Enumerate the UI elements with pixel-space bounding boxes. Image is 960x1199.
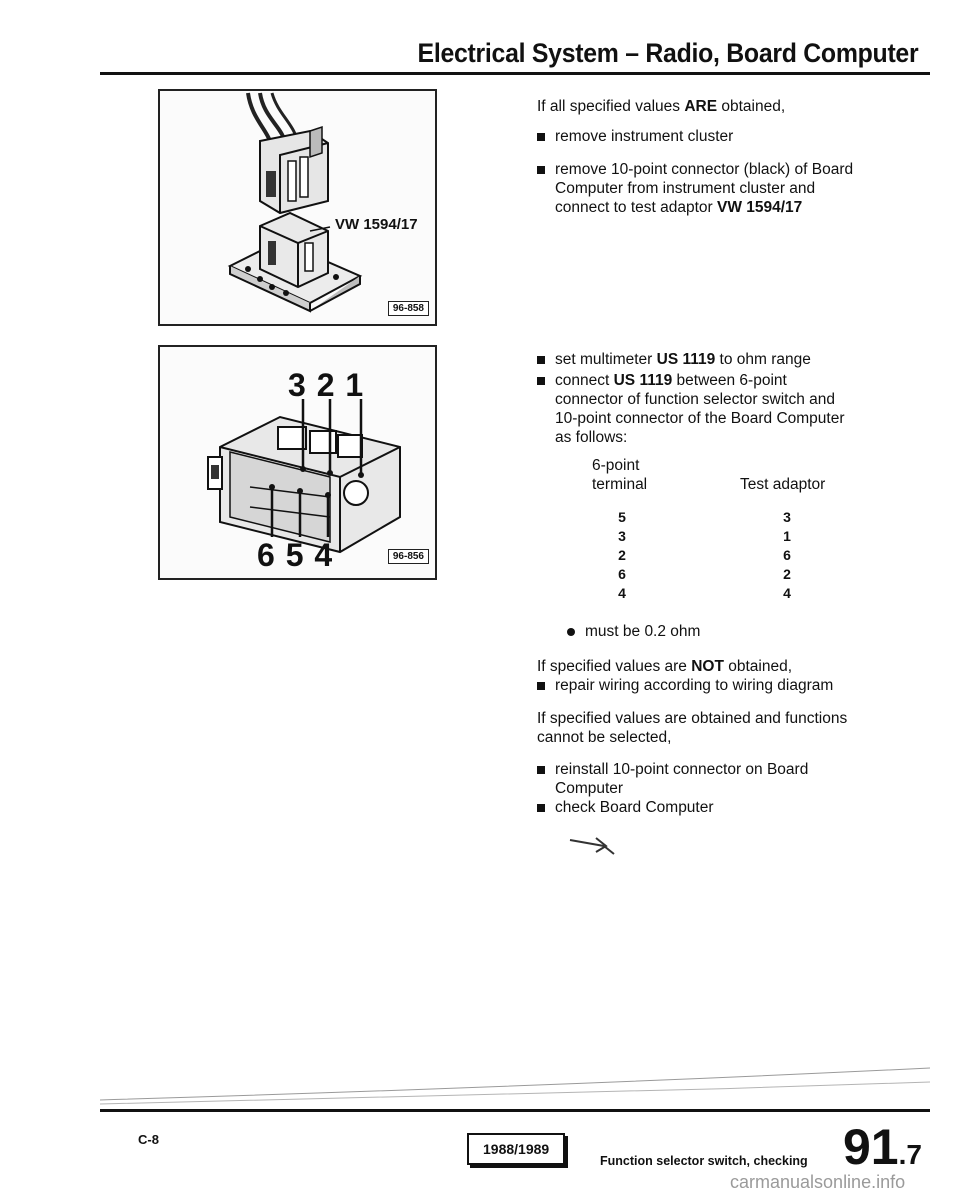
not-obtained-line: If specified values are NOT obtained, (537, 658, 793, 675)
table-header-terminal: 6-point terminal (592, 457, 648, 493)
bullet-dot-icon (567, 628, 575, 636)
footer-rule (100, 1109, 930, 1112)
figure-selector-switch (158, 345, 437, 580)
table-cell: 3 (783, 509, 791, 525)
terminal-numbers-bottom: 6 5 4 (257, 537, 334, 573)
step-connect-meter: connect US 1119 between 6-point connector of function selector switch and 10-point connector of the Board Computer as follows: (537, 371, 897, 447)
bullet-square-icon (537, 766, 545, 774)
figure-plate-number: 96-858 (388, 301, 429, 316)
model-year-box: 1988/1989 (467, 1133, 565, 1165)
step-check-computer: check Board Computer (537, 798, 714, 817)
step-repair-wiring: repair wiring according to wiring diagram (537, 676, 833, 695)
connector-adaptor-illustration (160, 91, 435, 324)
table-cell: 3 (618, 528, 626, 544)
table-cell: 1 (783, 528, 791, 544)
table-cell: 6 (783, 547, 791, 563)
step-remove-connector: remove 10-point connector (black) of Board Computer from instrument cluster and connect to test adaptor VW 1594/17 (537, 160, 897, 217)
adaptor-label: VW 1594/17 (335, 216, 418, 233)
intro-line: If all specified values ARE obtained, (537, 98, 786, 115)
header-rule (100, 72, 930, 75)
table-column-terminal (612, 508, 632, 603)
bullet-square-icon (537, 133, 545, 141)
table-cell: 6 (618, 566, 626, 582)
table-header-adaptor: Test adaptor (740, 476, 826, 493)
table-cell: 2 (618, 547, 626, 563)
table-column-adaptor (777, 508, 797, 603)
step-reinstall-connector: reinstall 10-point connector on Board Computer (537, 760, 808, 798)
arrow-mark-icon (568, 832, 618, 856)
bullet-square-icon (537, 166, 545, 174)
table-cell: 4 (618, 585, 626, 601)
bullet-square-icon (537, 682, 545, 690)
table-cell: 4 (783, 585, 791, 601)
bullet-square-icon (537, 377, 545, 385)
figure-adaptor (158, 89, 437, 326)
table-cell: 5 (618, 509, 626, 525)
step-remove-cluster: remove instrument cluster (537, 127, 733, 146)
page-title: Electrical System – Radio, Board Computer (417, 38, 918, 68)
watermark-text: carmanualsonline.info (730, 1172, 906, 1192)
terminal-numbers-top: 3 2 1 (288, 367, 365, 403)
table-cell: 2 (783, 566, 791, 582)
section-caption: Function selector switch, checking (600, 1154, 808, 1168)
bullet-square-icon (537, 804, 545, 812)
bullet-square-icon (537, 356, 545, 364)
section-number: 91.7 (843, 1119, 922, 1175)
must-be-note: must be 0.2 ohm (567, 622, 700, 641)
figure-plate-number: 96-856 (388, 549, 429, 564)
page-code: C-8 (138, 1132, 159, 1147)
step-set-multimeter: set multimeter US 1119 to ohm range (537, 350, 811, 369)
functions-paragraph: If specified values are obtained and functions cannot be selected, (537, 710, 848, 746)
